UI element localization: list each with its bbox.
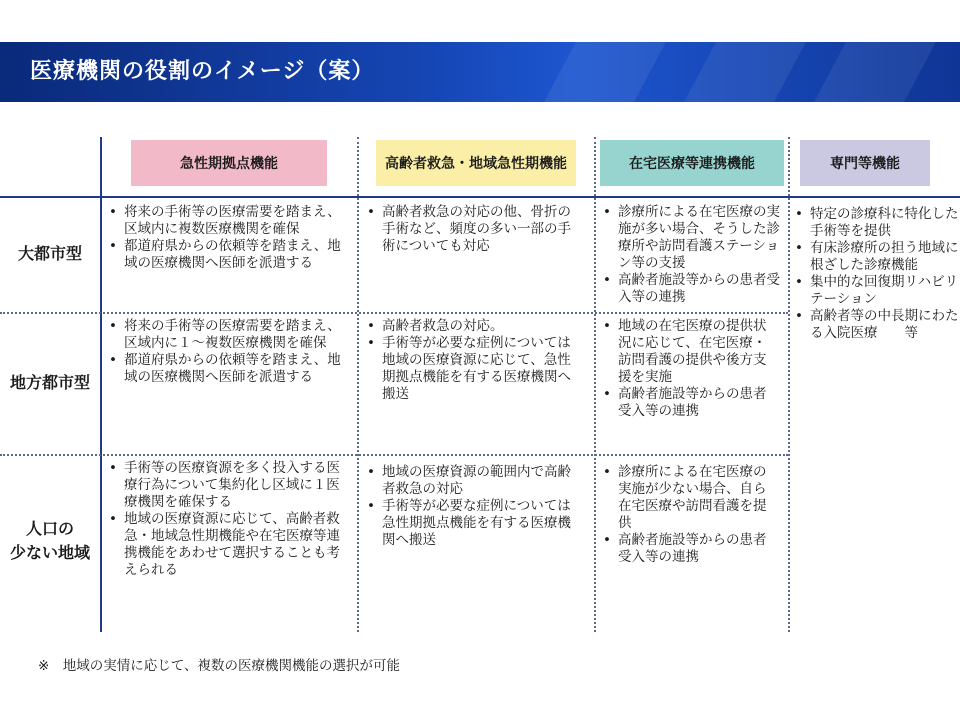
row-header-low-population: [0, 456, 100, 626]
row-header-regional-city: 地方都市型: [9, 373, 90, 392]
column-divider: [357, 137, 359, 632]
list-item: • 手術等が必要な症例については急性期拠点機能を有する医療機関へ搬送: [362, 498, 572, 549]
column-header-acute-hub: 急性期拠点機能: [131, 140, 327, 186]
cell-specialty: [790, 206, 960, 342]
row-divider: [0, 312, 788, 314]
list-item: • 都道府県からの依頼等を踏まえ、地域の医療機関へ医師を派遣する: [104, 352, 354, 386]
cell-metropolitan-acute-hub: [104, 204, 354, 272]
cell-low-population-home-care: [598, 464, 776, 566]
row-divider: [0, 454, 788, 456]
list-item: • 手術等の医療資源を多く投入する医療行為について集約化し区域に１医療機関を確保する: [104, 460, 352, 511]
footnote: ※ 地域の実情に応じて、複数の医療機関機能の選択が可能: [38, 658, 401, 674]
row-header-metropolitan: 大都市型: [17, 244, 82, 263]
list-item: • 高齢者救急の対応。: [362, 318, 572, 335]
column-header-home-care: 在宅医療等連携機能: [600, 140, 784, 186]
cell-metropolitan-home-care: [598, 204, 784, 306]
list-item: • 将来の手術等の医療需要を踏まえ、区域内に１～複数医療機関を確保: [104, 318, 354, 352]
list-item: • 集中的な回復期リハビリテーション: [790, 274, 960, 308]
list-item: • 高齢者施設等からの患者受入等の連携: [598, 272, 784, 306]
column-divider: [594, 137, 596, 632]
list-item: • 診療所による在宅医療の実施が少ない場合、自ら在宅医療や訪問看護を提供: [598, 464, 776, 532]
header-divider: [0, 196, 960, 198]
cell-regional-home-care: [598, 318, 776, 420]
cell-low-population-acute-hub: [104, 460, 352, 579]
list-item: • 高齢者施設等からの患者受入等の連携: [598, 532, 776, 566]
list-item: • 都道府県からの依頼等を踏まえ、地域の医療機関へ医師を派遣する: [104, 238, 354, 272]
list-item: • 高齢者等の中長期にわたる入院医療 等: [790, 308, 960, 342]
row-header-line: 少ない地域: [9, 543, 90, 562]
list-item: • 地域の医療資源に応じて、高齢者救急・地域急性期機能や在宅医療等連携機能をあわせて選択することも考えられる: [104, 511, 352, 579]
cell-metropolitan-elderly-emergency: [362, 204, 584, 255]
row-header-divider: [100, 137, 102, 632]
list-item: • 診療所による在宅医療の実施が多い場合、そうした診療所や訪問看護ステーション等の支援: [598, 204, 784, 272]
list-item: • 地域の医療資源の範囲内で高齢者救急の対応: [362, 464, 572, 498]
column-header-specialty: 専門等機能: [800, 140, 930, 186]
cell-low-population-elderly-emergency: [362, 464, 572, 549]
list-item: • 将来の手術等の医療需要を踏まえ、区域内に複数医療機関を確保: [104, 204, 354, 238]
list-item: • 有床診療所の担う地域に根ざした診療機能: [790, 240, 960, 274]
list-item: • 高齢者施設等からの患者受入等の連携: [598, 386, 776, 420]
cell-regional-acute-hub: [104, 318, 354, 386]
list-item: • 特定の診療科に特化した手術等を提供: [790, 206, 960, 240]
row-header-line: 人口の: [25, 519, 74, 538]
column-header-elderly-emergency: 高齢者救急・地域急性期機能: [376, 140, 576, 186]
list-item: • 地域の在宅医療の提供状況に応じて、在宅医療・訪問看護の提供や後方支援を実施: [598, 318, 776, 386]
cell-regional-elderly-emergency: [362, 318, 572, 403]
list-item: • 高齢者救急の対応の他、骨折の手術など、頻度の多い一部の手術についても対応: [362, 204, 584, 255]
page-title: 医療機関の役割のイメージ（案）: [30, 59, 375, 84]
list-item: • 手術等が必要な症例については地域の医療資源に応じて、急性期拠点機能を有する医療機関へ搬送: [362, 335, 572, 403]
